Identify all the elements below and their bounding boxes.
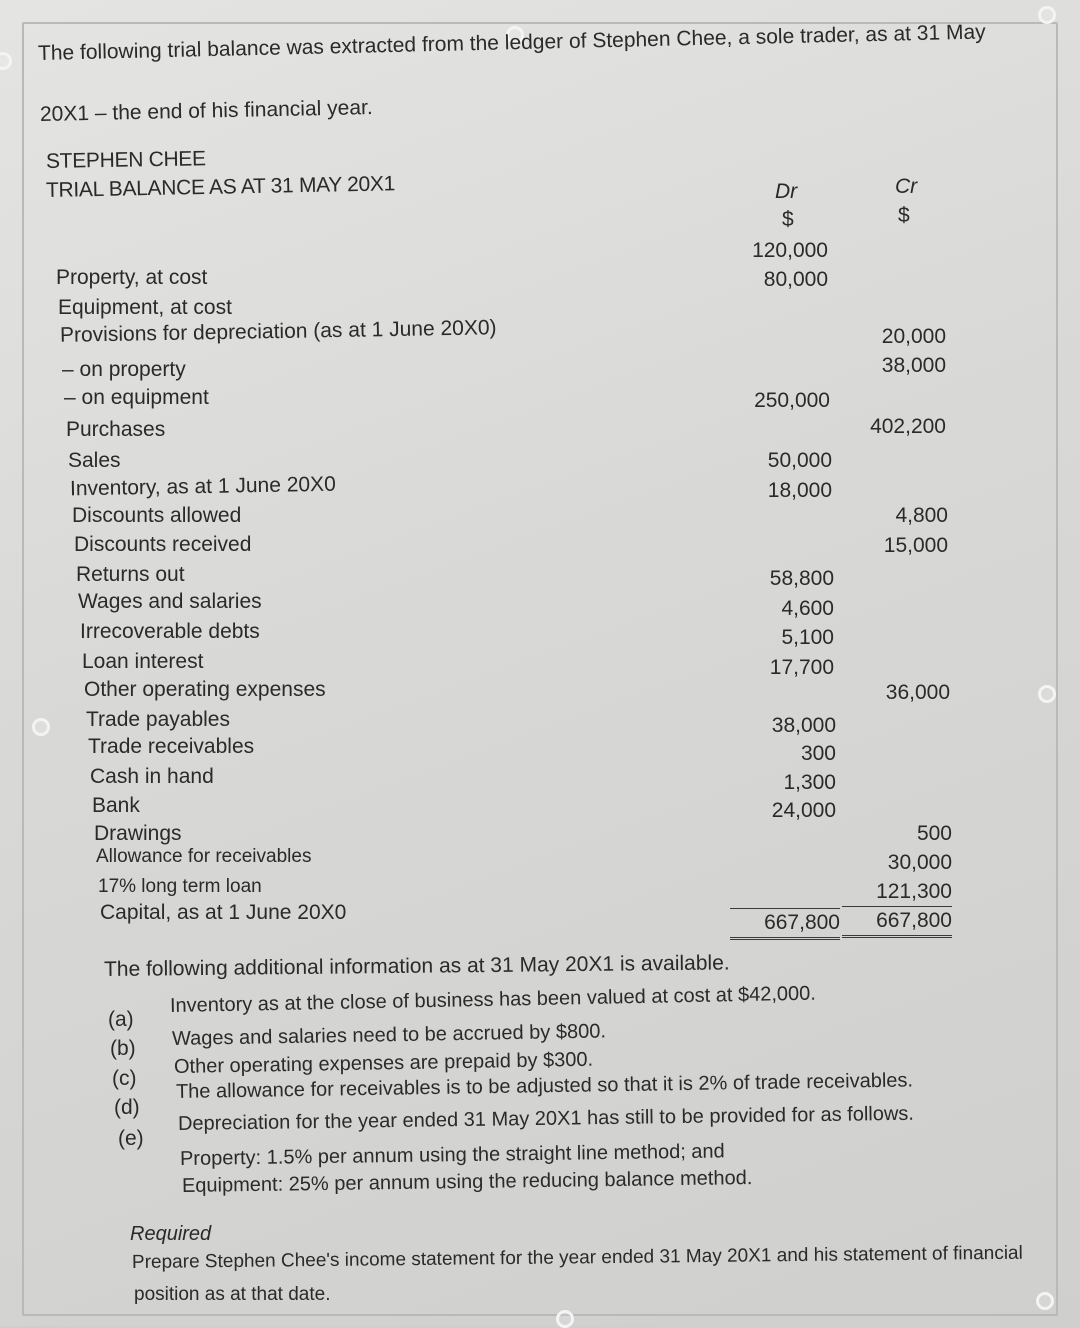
dr-value: 50,000	[767, 449, 832, 472]
cr-value: 4,800	[895, 504, 948, 527]
item-text: Other operating expenses are prepaid by $300.	[173, 1048, 594, 1078]
row-label: Inventory, as at 1 June 20X0	[69, 472, 336, 501]
item-text: Depreciation for the year ended 31 May 20X1 has still to be provided for as follows.	[177, 1102, 915, 1135]
row-label: Discounts received	[74, 533, 252, 556]
row-label: Drawings	[94, 822, 182, 845]
row-label: Discounts allowed	[72, 504, 242, 527]
row-label: Property, at cost	[56, 266, 208, 289]
row-label: Equipment, at cost	[58, 296, 232, 319]
resize-handle-right[interactable]	[1038, 685, 1056, 703]
dr-column-header: Dr	[775, 180, 798, 203]
cr-total: 667,800	[842, 906, 952, 938]
row-label: Other operating expenses	[84, 678, 326, 701]
dr-value: 1,300	[783, 771, 836, 794]
item-key: (e)	[118, 1127, 144, 1150]
item-key: (c)	[112, 1067, 137, 1090]
row-label: Allowance for receivables	[96, 846, 312, 867]
row-label: Cash in hand	[90, 765, 214, 788]
cr-value: 402,200	[870, 415, 946, 438]
resize-handle-left[interactable]	[32, 718, 50, 736]
dr-value: 4,600	[781, 597, 834, 620]
item-text: Inventory as at the close of business has been valued at cost at $42,000.	[169, 982, 817, 1017]
dr-value: 24,000	[771, 799, 836, 822]
resize-handle-top-right[interactable]	[1038, 6, 1056, 24]
depreciation-property: Property: 1.5% per annum using the straight line method; and	[179, 1140, 725, 1170]
cr-value: 38,000	[881, 354, 946, 377]
row-label: Provisions for depreciation (as at 1 June 20X0)	[59, 316, 497, 347]
row-label: Capital, as at 1 June 20X0	[100, 901, 347, 924]
dr-value: 250,000	[754, 389, 830, 412]
intro-line-1: The following trial balance was extracted from the ledger of Stephen Chee, a sole trader, as at 31 May	[37, 20, 986, 65]
dr-total: 667,800	[730, 908, 840, 940]
item-key: (a)	[108, 1008, 134, 1031]
cr-column-header: Cr	[895, 175, 918, 198]
item-text: The allowance for receivables is to be adjusted so that it is 2% of trade receivables.	[175, 1069, 914, 1103]
cr-value: 500	[916, 822, 952, 845]
resize-handle-bottom[interactable]	[556, 1310, 574, 1328]
intro-line-2: 20X1 – the end of his financial year.	[39, 96, 373, 126]
row-label: Trade payables	[86, 708, 230, 731]
row-label: Bank	[92, 794, 140, 817]
dr-value: 17,700	[769, 656, 834, 679]
item-text: Wages and salaries need to be accrued by $800.	[171, 1020, 607, 1050]
cr-value: 30,000	[887, 851, 952, 874]
dr-value: 300	[800, 742, 836, 765]
row-label: – on property	[62, 358, 186, 381]
additional-info-intro: The following additional information as at 31 May 20X1 is available.	[103, 951, 730, 981]
cr-value: 15,000	[883, 534, 948, 557]
required-line-1: Prepare Stephen Chee's income statement for the year ended 31 May 20X1 and his statement of financial	[131, 1242, 1023, 1273]
dr-value: 58,800	[769, 567, 834, 590]
row-label: Returns out	[76, 563, 185, 586]
row-label: 17% long term loan	[98, 876, 262, 897]
item-key: (d)	[114, 1096, 140, 1119]
row-label: Loan interest	[82, 650, 204, 673]
dr-value: 120,000	[752, 239, 828, 262]
required-line-2: position as at that date.	[134, 1284, 331, 1305]
row-label: Sales	[68, 449, 121, 472]
cr-value: 36,000	[885, 681, 950, 704]
row-label: Trade receivables	[88, 735, 255, 758]
row-label: – on equipment	[64, 386, 209, 409]
row-label: Irrecoverable debts	[80, 620, 260, 643]
required-label: Required	[130, 1223, 212, 1245]
dr-value: 18,000	[767, 479, 832, 502]
dr-value: 38,000	[771, 714, 836, 737]
company-name: STEPHEN CHEE	[45, 147, 206, 173]
cr-currency: $	[898, 204, 910, 227]
dr-currency: $	[782, 208, 794, 231]
resize-handle-bottom-right[interactable]	[1036, 1292, 1054, 1310]
resize-handle-top-left[interactable]	[0, 52, 12, 70]
row-label: Purchases	[66, 418, 166, 441]
row-label: Wages and salaries	[78, 590, 262, 613]
depreciation-equipment: Equipment: 25% per annum using the reducing balance method.	[181, 1167, 753, 1197]
cr-value: 121,300	[876, 880, 952, 903]
dr-value: 5,100	[781, 626, 834, 649]
cr-value: 20,000	[881, 325, 946, 348]
item-key: (b)	[110, 1037, 136, 1060]
dr-value: 80,000	[763, 268, 828, 291]
trial-balance-title: TRIAL BALANCE AS AT 31 MAY 20X1	[45, 172, 396, 202]
